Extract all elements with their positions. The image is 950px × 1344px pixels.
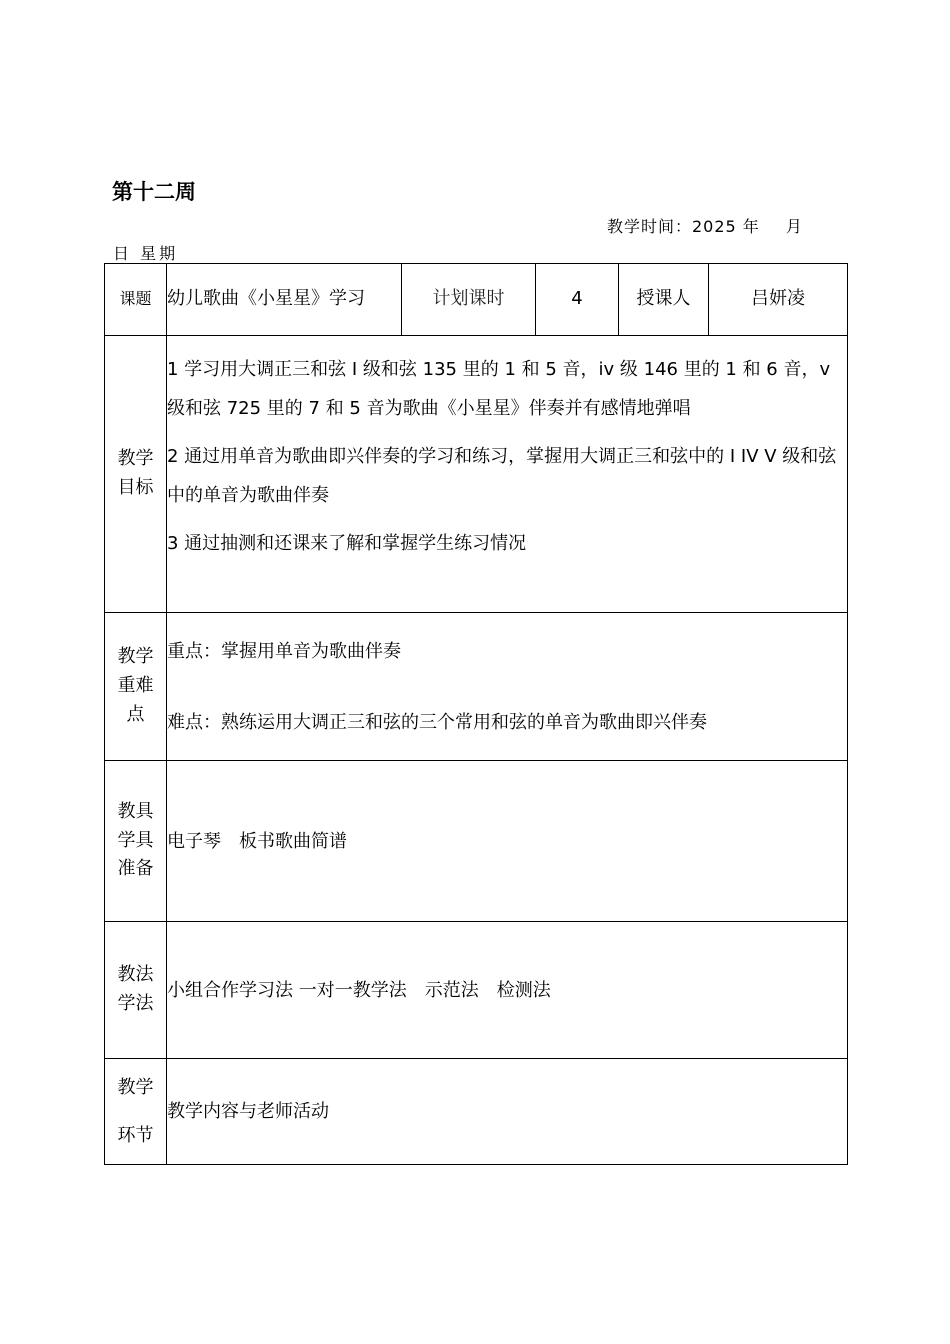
goals-label-line1: 教学 [117,448,154,470]
methods-label-line1: 教法 [117,964,154,986]
course-title-cell [167,264,402,336]
planned-hours-label: 计划课时 [432,288,505,310]
methods-label-cell [105,922,167,1059]
tools-content-cell [167,761,848,922]
tools-label-cell [105,761,167,922]
teacher-label: 授课人 [636,288,691,310]
methods-label-line2: 学法 [117,993,154,1014]
course-label-cell [105,264,167,336]
keypoints-label-line1: 教学 [117,646,154,668]
methods-content-cell [167,922,848,1059]
goals-label-cell [105,336,167,613]
row-course [105,264,848,336]
goal-item-2: 2 通过用单音为歌曲即兴伴奏的学习和练习，掌握用大调正三和弦中的 I IV V 级和弦中的单音为歌曲伴奏 [167,446,837,506]
month-label: 月 [785,217,803,236]
process-label-line1: 教学 [117,1076,154,1098]
planned-hours-value-cell [536,264,619,336]
planned-hours-label-cell [402,264,536,336]
methods-content: 小组合作学习法 一对一教学法 示范法 检测法 [167,979,551,1001]
keypoints-content-cell [167,613,848,761]
process-label-line2: 环节 [117,1124,154,1146]
difficult-point: 难点：熟练运用大调正三和弦的三个常用和弦的单音为歌曲即兴伴奏 [167,711,707,733]
planned-hours-value: 4 [571,288,583,310]
row-methods [105,922,848,1059]
goals-content-cell [167,336,848,613]
tools-label-line1: 教具 [117,800,154,822]
week-title: 第十二周 [112,180,196,204]
keypoints-label-line2: 重难 [117,675,154,697]
goals-label-line2: 目标 [117,477,154,498]
tools-label-line3: 准备 [117,858,154,880]
course-label: 课题 [119,289,152,309]
teach-time-line [607,214,803,237]
keypoints-label-line3: 点 [126,703,145,725]
teacher-label-cell [619,264,709,336]
row-keypoints [105,613,848,761]
process-content: 教学内容与老师活动 [167,1101,329,1122]
row-goals [105,336,848,613]
course-title: 幼儿歌曲《小星星》学习 [167,288,365,310]
teacher-name: 吕妍凌 [751,288,805,310]
row-tools [105,761,848,922]
goal-item-1: 1 学习用大调正三和弦 I 级和弦 135 里的 1 和 5 音，iv 级 146 里的 1 和 6 音，v 级和弦 725 里的 7 和 5 音为歌曲《小星星》伴奏并有感情地弹唱 [167,359,831,419]
tools-label-line2: 学具 [117,829,154,851]
teach-time-label: 教学时间：2025 年 [607,217,760,236]
row-process [105,1059,848,1165]
weekday-label: 日 星期 [113,244,179,263]
goal-item-3: 3 通过抽测和还课来了解和掌握学生练习情况 [167,533,527,554]
lesson-plan-table [104,263,848,1165]
keypoints-label-cell [105,613,167,761]
process-content-cell [167,1059,848,1165]
teacher-name-cell [709,264,848,336]
process-label-cell [105,1059,167,1165]
key-point: 重点：掌握用单音为歌曲伴奏 [167,640,401,662]
tools-content: 电子琴 板书歌曲简谱 [167,830,347,852]
